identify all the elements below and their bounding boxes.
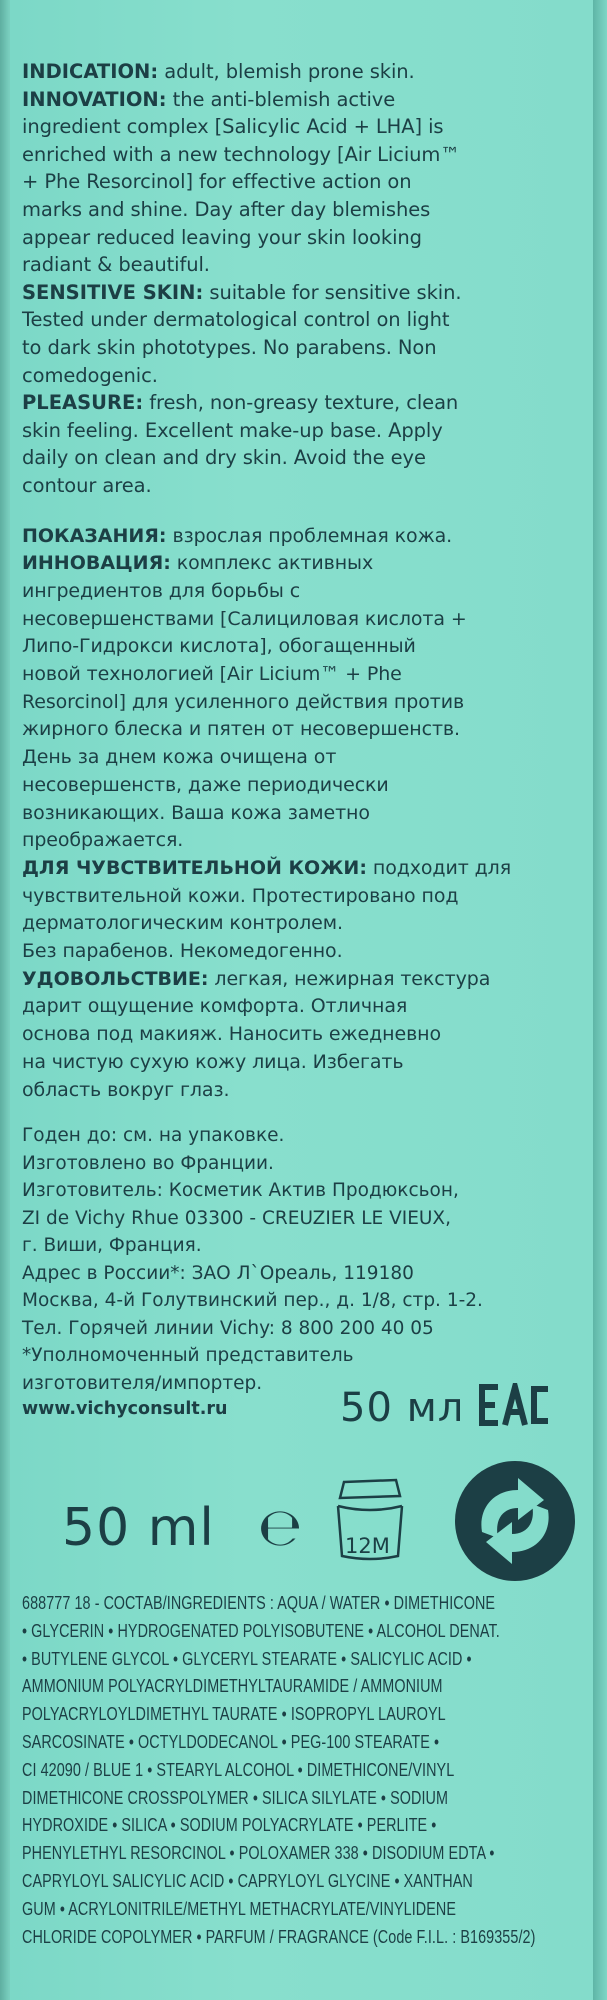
manufacturer-info: Годен до: см. на упаковке. Изготовлено во Франции. Изготовитель: Косметик Актив Продюксьон, ZI de Vichy Rhue 03300 - CREUZIER LE VIEUX, г. Виши, Франция. Адрес в России*: ЗАО Л`Ореаль, 119180 Москва, 4-й Голутвинский пер., д. 1/8, стр. 1-2. Тел. Горячей линии Vichy: 8 800 200 40 05 *Уполномоченный представитель изготовителя/импортер. (22, 1125, 483, 1394)
box-right-edge (593, 0, 607, 2000)
ru-sensitive (22, 855, 582, 966)
en-indication-label: INDICATION: (22, 60, 159, 83)
russian-section (22, 523, 582, 1105)
ru-pokazaniya-text: взрослая проблемная кожа. (166, 524, 453, 547)
en-pleasure (22, 389, 582, 499)
en-innovation-label: INNOVATION: (22, 87, 167, 111)
estimated-sign: ℮ (258, 1498, 303, 1558)
symbols-row (62, 1458, 602, 1578)
ru-pleasure (22, 966, 582, 1105)
en-innovation (22, 86, 582, 279)
website-url: www.vichyconsult.ru (22, 1399, 228, 1420)
en-sensitive-text: suitable for sensitive skin. Tested under dermatological control on light to dark skin phototypes. No parabens. Non comedogenic. (22, 280, 462, 387)
ru-innovaciya-text: комплекс активных ингредиентов для борьбы с несовершенствами [Салициловая кислота + Липо-Гидрокси кислота], обогащенный новой технологией [Air Licium™ + Phe Resorcinol] для усиленного действия против жирного блеска и пятен от несовершенств. День за днем кожа очищена от несовершенств, даже периодически возникающих. Ваша кожа заметно преображается. (22, 552, 467, 852)
ru-pleasure-text: легкая, нежирная текстура дарит ощущение комфорта. Отличная основа под макияж. Наносить ежедневно на чистую сухую кожу лица. Избегать область вокруг глаз. (22, 967, 491, 1101)
volume-en: 50 ml (62, 1498, 215, 1558)
ru-pokazaniya-label: ПОКАЗАНИЯ: (22, 524, 167, 547)
en-pleasure-label: PLEASURE: (22, 391, 144, 415)
eac-mark-icon (478, 1383, 552, 1427)
en-pleasure-text: fresh, non-greasy texture, clean skin feeling. Excellent make-up base. Apply daily on clean and dry skin. Avoid the eye contour area. (22, 391, 459, 497)
recycle-arrows-icon (452, 1458, 578, 1584)
volume-ru: 50 мл (340, 1385, 465, 1432)
en-innovation-text: the anti-blemish active ingredient complex [Salicylic Acid + LHA] is enriched with a new technology [Air Licium™ + Phe Resorcinol] for effective action on marks and shine. Day after day blemishes appear reduced leaving your skin looking radiant & beautiful. (22, 87, 460, 277)
en-indication-text: adult, blemish prone skin. (158, 60, 415, 83)
description-section (22, 58, 582, 1432)
ru-sensitive-label: ДЛЯ ЧУВСТВИТЕЛЬНОЙ КОЖИ: (22, 856, 367, 879)
ru-pokazaniya (22, 523, 582, 551)
ru-sensitive-text: подходит для чувствительной кожи. Протестировано под дерматологическим контролем. Без парабенов. Некомедогенно. (22, 856, 512, 963)
pao-label: 12M (345, 1534, 390, 1558)
ru-innovaciya (22, 550, 582, 855)
url-volume-row (22, 1385, 582, 1432)
en-indication (22, 58, 582, 86)
en-sensitive-label: SENSITIVE SKIN: (22, 280, 204, 304)
ru-innovaciya-label: ИННОВАЦИЯ: (22, 552, 171, 575)
ingredients-list: 688777 18 - СОСТАВ/INGREDIENTS : AQUA / WATER • DIMETHICONE • GLYCERIN • HYDROGENATED POLYISOBUTENE • ALCOHOL DENAT. • BUTYLENE GLYCOL • GLYCERYL STEARATE • SALICYLIC ACID • AMMONIUM POLYACRYLDIMETHYLTAURAMIDE / AMMONIUM POLYACRYLOYLDIMETHYL TAURATE • ISOPROPYL LAUROYL SARCOSINATE • OCTYLDODECANOL • PEG-100 STEARATE • CI 42090 / BLUE 1 • STEARYL ALCOHOL • DIMETHICONE/VINYL DIMETHICONE CROSSPOLYMER • SILICA SILYLATE • SODIUM HYDROXIDE • SILICA • SODIUM POLYACRYLATE • PERLITE • PHENYLETHYL RESORCINOL • POLOXAMER 338 • DISODIUM EDTA • CAPRYLOYL SALICYLIC ACID • CAPRYLOYL GLYCINE • XANTHAN GUM • ACRYLONITRILE/METHYL METHACRYLATE/VINYLIDENE CHLORIDE COPOLYMER • PARFUM / FRAGRANCE (Code F.I.L. : B169355/2) (22, 1593, 536, 1947)
ru-pleasure-label: УДОВОЛЬСТВИЕ: (22, 967, 209, 990)
en-sensitive (22, 279, 582, 389)
